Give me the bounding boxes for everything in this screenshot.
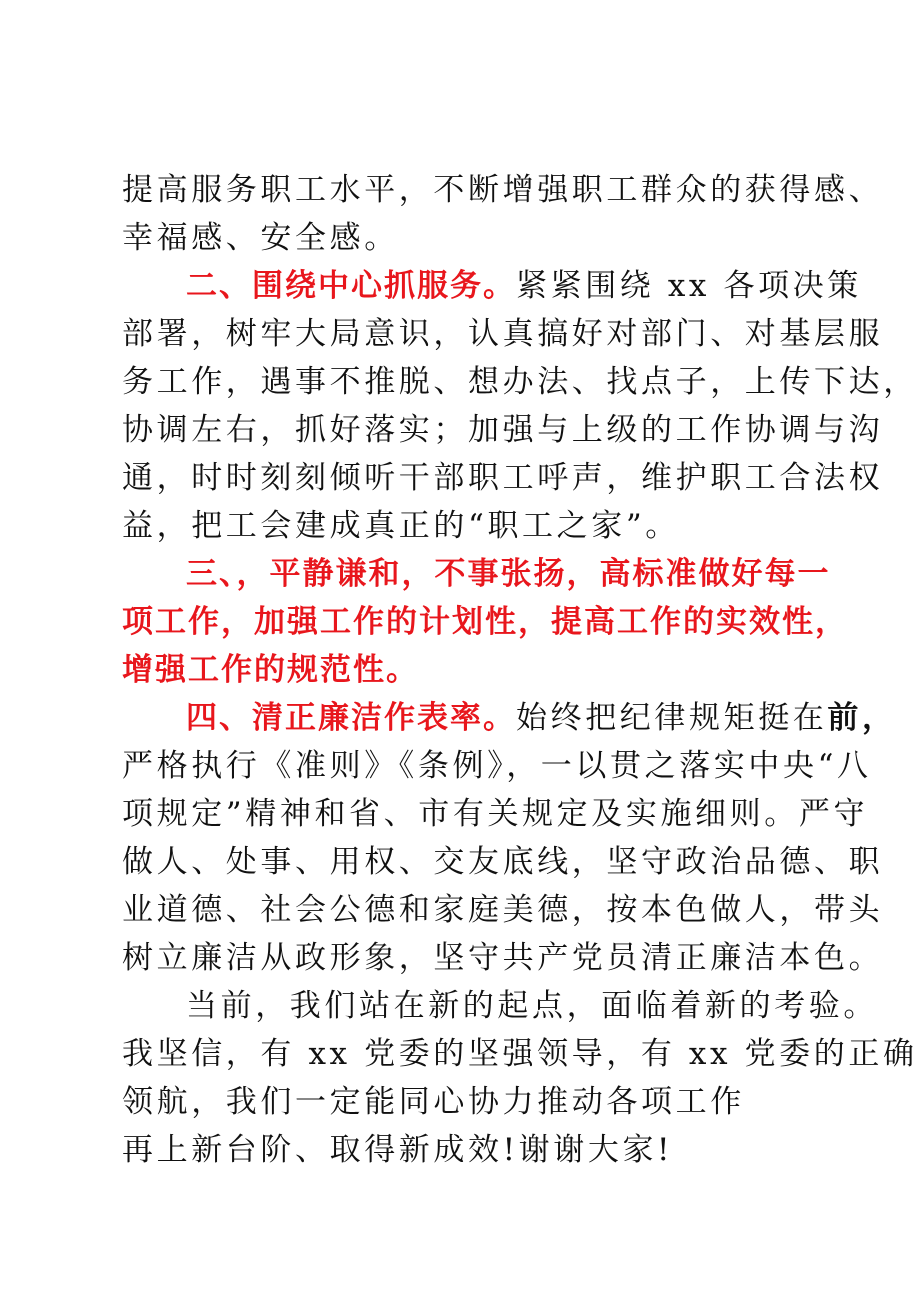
section-three-heading-line: 增强工作的规范性。 bbox=[122, 652, 419, 688]
text-line: 树立廉洁从政形象，坚守共产党员清正廉洁本色。 bbox=[122, 940, 884, 976]
text-line: 幸福感、安全感。 bbox=[122, 220, 399, 256]
text-line: 再上新台阶、取得新成效!谢谢大家! bbox=[122, 1132, 674, 1168]
section-three-heading-line: 项工作，加强工作的计划性，提高工作的实效性， bbox=[122, 604, 848, 640]
text-line: 做人、处事、用权、交友底线，坚守政治品德、职 bbox=[122, 844, 884, 880]
text-line: 协调左右，抓好落实；加强与上级的工作协调与沟 bbox=[122, 412, 884, 448]
text-line: 我坚信，有 xx 党委的坚强领导，有 xx 党委的正确 bbox=[122, 1036, 918, 1072]
text-line: 严格执行《准则》《条例》，一以贯之落实中央“八 bbox=[122, 748, 872, 784]
text-line: 项规定”精神和省、市有关规定及实施细则。严守 bbox=[122, 796, 869, 832]
text-line: 通，时时刻刻倾听干部职工呼声，维护职工合法权 bbox=[122, 460, 884, 496]
text-line: 部署，树牢大局意识，认真搞好对部门、对基层服 bbox=[122, 316, 884, 352]
text-line: 提高服务职工水平，不断增强职工群众的获得感、 bbox=[122, 172, 884, 208]
closing-line: 当前，我们站在新的起点，面临着新的考验。 bbox=[186, 988, 878, 1024]
text-line: 业道德、社会公德和家庭美德，按本色做人，带头 bbox=[122, 892, 884, 928]
text-line: 益，把工会建成真正的“职工之家”。 bbox=[122, 508, 680, 544]
text-line: 领航，我们一定能同心协力推动各项工作 bbox=[122, 1084, 745, 1120]
section-two-line: 二、围绕中心抓服务。紧紧围绕 xx 各项决策 bbox=[186, 268, 862, 304]
section-four-line: 四、清正廉洁作表率。始终把纪律规矩挺在前， bbox=[186, 700, 897, 736]
text-line: 务工作，遇事不推脱、想办法、找点子，上传下达， bbox=[122, 364, 918, 400]
section-three-heading: 三、，平静谦和，不事张扬，高标准做好每一 bbox=[186, 556, 831, 592]
section-two-heading: 二、围绕中心抓服务。 bbox=[186, 268, 516, 304]
section-four-heading: 四、清正廉洁作表率。 bbox=[186, 700, 516, 736]
